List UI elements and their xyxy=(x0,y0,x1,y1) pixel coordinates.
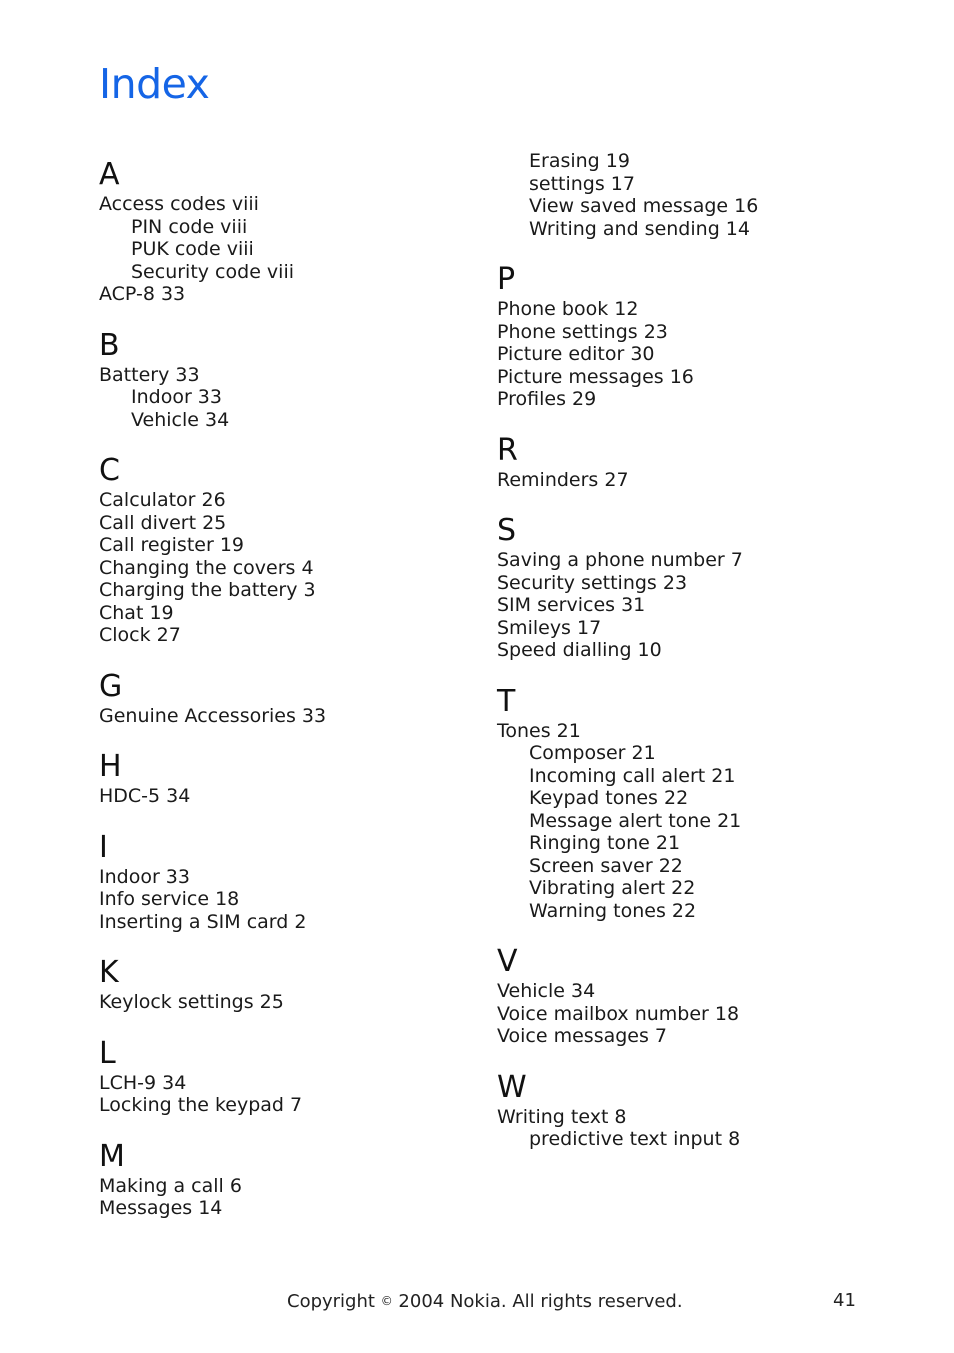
section-letter: V xyxy=(497,944,518,979)
index-section-m xyxy=(99,1139,479,1220)
section-letter: I xyxy=(99,829,108,865)
index-subentry-incoming-call-alert-21: Incoming call alert 21 xyxy=(529,764,736,787)
index-entry-calculator-26: Calculator 26 xyxy=(99,489,226,511)
index-entry-speed-dialling-10: Speed dialling 10 xyxy=(497,639,662,661)
section-letter: C xyxy=(99,453,120,488)
index-entry-profiles-29: Profiles 29 xyxy=(497,388,597,410)
index-entry-call-register-19: Call register 19 xyxy=(99,534,244,556)
index-entry-tones-21: Tones 21 xyxy=(497,719,581,742)
copyright-symbol: © xyxy=(380,1294,393,1308)
index-section-g xyxy=(99,669,479,728)
index-entry-security-settings-23: Security settings 23 xyxy=(497,571,688,594)
index-entry-messages-14: Messages 14 xyxy=(99,1197,223,1219)
section-letter: S xyxy=(497,513,517,548)
index-entry-indoor-33: Indoor 33 xyxy=(99,865,190,888)
index-section-c xyxy=(99,453,479,647)
index-entry-changing-the-covers-4: Changing the covers 4 xyxy=(99,556,314,579)
index-entry-making-a-call-6: Making a call 6 xyxy=(99,1174,242,1197)
index-entry-battery-33: Battery 33 xyxy=(99,363,200,386)
index-section-p xyxy=(497,262,877,411)
index-entry-picture-editor-30: Picture editor 30 xyxy=(497,343,655,365)
index-section-h xyxy=(99,749,479,808)
section-letter: R xyxy=(497,432,518,468)
section-letter: A xyxy=(99,157,120,192)
index-entry-call-divert-25: Call divert 25 xyxy=(99,511,227,534)
index-subentry-vehicle-34: Vehicle 34 xyxy=(131,408,230,431)
index-subentry-indoor-33: Indoor 33 xyxy=(131,386,222,408)
section-letter: M xyxy=(99,1138,125,1174)
index-section-t xyxy=(497,684,877,923)
index-entry-phone-book-12: Phone book 12 xyxy=(497,298,639,320)
section-letter: L xyxy=(99,1035,116,1071)
index-subentry-erasing-19: Erasing 19 xyxy=(529,150,630,172)
index-entry-voice-messages-7: Voice messages 7 xyxy=(497,1025,668,1047)
index-entry-lch-9-34: LCH-9 34 xyxy=(99,1071,187,1094)
index-section-i xyxy=(99,830,479,934)
copyright-suffix: 2004 Nokia. All rights reserved. xyxy=(398,1291,683,1312)
page-title: Index xyxy=(99,60,210,108)
index-subentry-vibrating-alert-22: Vibrating alert 22 xyxy=(529,877,696,899)
index-entry-inserting-a-sim-card-2: Inserting a SIM card 2 xyxy=(99,910,307,933)
index-entry-keylock-settings-25: Keylock settings 25 xyxy=(99,991,284,1013)
index-entry-phone-settings-23: Phone settings 23 xyxy=(497,320,668,343)
index-entry-vehicle-34: Vehicle 34 xyxy=(497,980,596,1002)
index-section-v xyxy=(497,944,877,1048)
index-subentry-settings-17: settings 17 xyxy=(529,172,635,195)
index-entry-saving-a-phone-number-7: Saving a phone number 7 xyxy=(497,549,743,571)
copyright-prefix: Copyright xyxy=(287,1291,375,1312)
index-entry-clock-27: Clock 27 xyxy=(99,624,181,646)
index-entry-info-service-18: Info service 18 xyxy=(99,888,240,910)
index-entry-picture-messages-16: Picture messages 16 xyxy=(497,365,694,388)
section-letter: W xyxy=(497,1069,527,1105)
index-section-b xyxy=(99,328,479,432)
index-section-k xyxy=(99,955,479,1014)
index-entry-chat-19: Chat 19 xyxy=(99,601,174,624)
index-entry-acp-8-33: ACP-8 33 xyxy=(99,283,186,305)
index-entry-voice-mailbox-number-18: Voice mailbox number 18 xyxy=(497,1002,740,1025)
index-entry-hdc-5-34: HDC-5 34 xyxy=(99,785,191,807)
index-subentry-view-saved-message-16: View saved message 16 xyxy=(529,195,759,217)
index-column-right xyxy=(497,150,877,1173)
index-entry-writing-text-8: Writing text 8 xyxy=(497,1105,627,1128)
section-letter: T xyxy=(497,683,516,719)
index-subentry-writing-and-sending-14: Writing and sending 14 xyxy=(529,217,750,240)
index-subentry-warning-tones-22: Warning tones 22 xyxy=(529,899,697,922)
index-subentry-puk-code-viii: PUK code viii xyxy=(131,238,254,260)
index-subentry-security-code-viii: Security code viii xyxy=(131,260,295,283)
copyright-notice xyxy=(287,1290,683,1313)
index-section-s xyxy=(497,513,877,662)
index-entry-smileys-17: Smileys 17 xyxy=(497,616,602,639)
section-letter: P xyxy=(497,262,516,297)
page-number: 41 xyxy=(833,1290,856,1311)
index-section-l xyxy=(99,1036,479,1117)
index-entry-reminders-27: Reminders 27 xyxy=(497,468,629,491)
index-subentry-composer-21: Composer 21 xyxy=(529,742,656,764)
index-section-a xyxy=(99,157,479,306)
index-entry-access-codes-viii: Access codes viii xyxy=(99,193,259,215)
index-entry-locking-the-keypad-7: Locking the keypad 7 xyxy=(99,1094,303,1116)
section-letter: H xyxy=(99,749,122,784)
index-subentry-message-alert-tone-21: Message alert tone 21 xyxy=(529,809,742,832)
index-entry-genuine-accessories-33: Genuine Accessories 33 xyxy=(99,704,327,727)
index-entry-sim-services-31: SIM services 31 xyxy=(497,594,646,616)
section-letter: K xyxy=(99,955,119,990)
index-subentry-keypad-tones-22: Keypad tones 22 xyxy=(529,787,689,809)
index-section-r xyxy=(497,433,877,492)
index-subentry-screen-saver-22: Screen saver 22 xyxy=(529,854,683,877)
index-subentry-ringing-tone-21: Ringing tone 21 xyxy=(529,832,681,854)
index-subentry-predictive-text-input-8: predictive text input 8 xyxy=(529,1128,741,1150)
index-continuation xyxy=(497,150,877,240)
section-letter: B xyxy=(99,327,120,363)
section-letter: G xyxy=(99,668,123,704)
index-subentry-pin-code-viii: PIN code viii xyxy=(131,215,248,238)
index-entry-charging-the-battery-3: Charging the battery 3 xyxy=(99,579,316,601)
index-section-w xyxy=(497,1070,877,1151)
index-column-left xyxy=(99,150,479,1242)
